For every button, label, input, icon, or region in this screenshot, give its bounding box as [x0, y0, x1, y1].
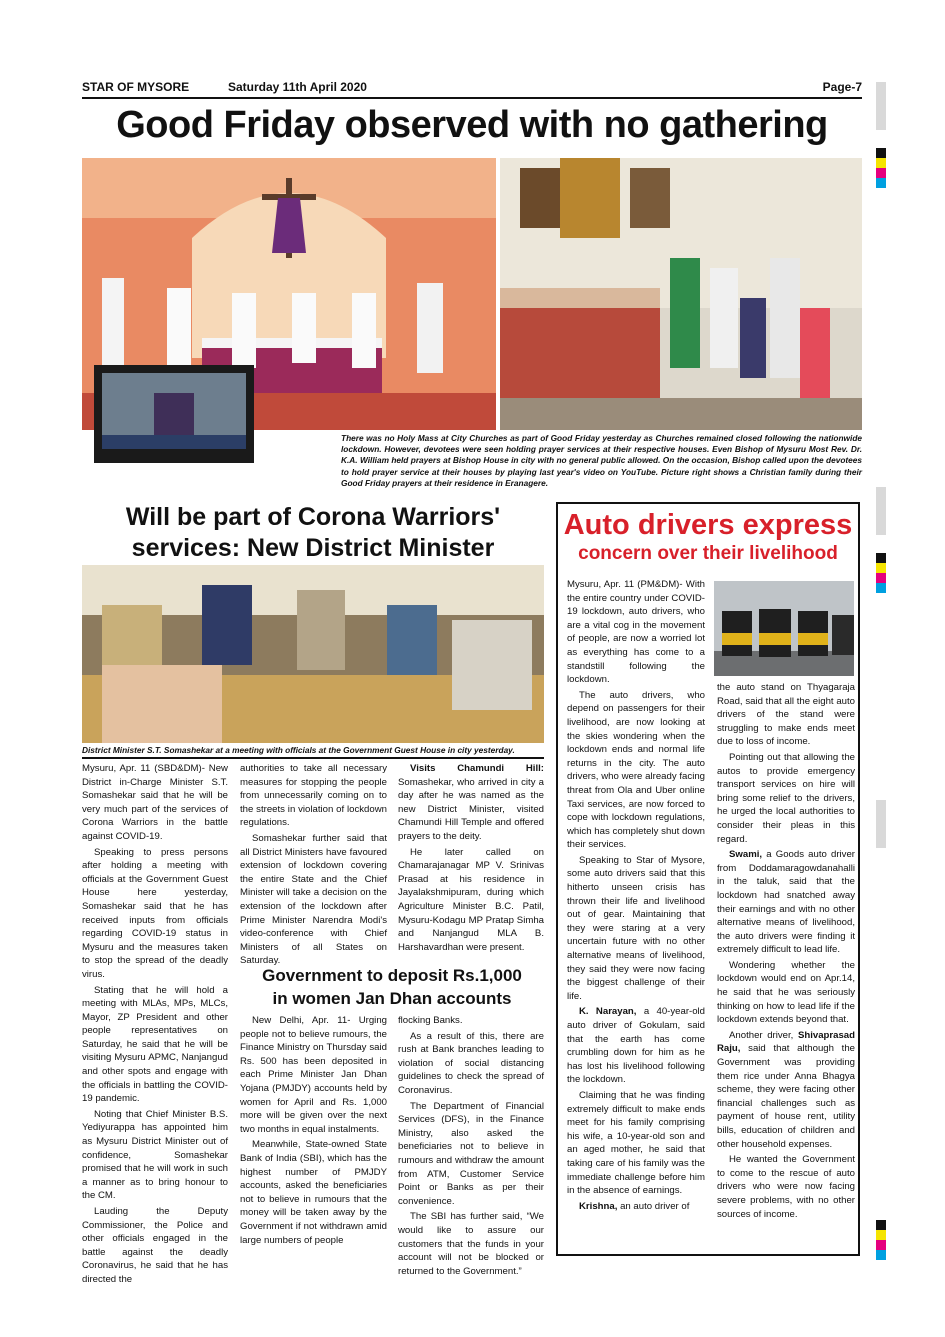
article-paragraph: Somashekar further said that all District Ministers have favoured extension of lockdown covering the entire State and the Chief Minister will take a decision on the extension of the lockdown after Prime Minister Narendra Modi's video-conference with Chief Ministers of all States on Saturday. — [240, 832, 387, 967]
name-swami: Swami, — [729, 849, 763, 861]
margin-bar — [876, 800, 886, 848]
article-paragraph: Another driver, — [729, 1029, 794, 1041]
article-paragraph: Wondering whether the lockdown would end on Apr.14, he said that he was seriously thinking on how to lead life if the lockdown extends beyond that. — [717, 959, 855, 1026]
article-paragraph: He later called on Chamarajanagar MP V. Srinivas Prasad at his residence in Jayalakshmipuram, during which Agriculture Minister B.C. Patil, Mysuru-Kodagu MP Pratap Simha and Nanjangud MLA B. Harshavardhan were present. — [398, 846, 544, 953]
jandhan-headline-line2: in women Jan Dhan accounts — [272, 989, 512, 1008]
registration-mark — [876, 148, 886, 188]
article-paragraph: an auto driver of — [620, 1200, 690, 1212]
article-paragraph: Stating that he will hold a meeting with MLAs, MPs, MLCs, Mayor, ZP President and other people representatives on Saturday, he said that he will be visiting Mysuru APMC, Nanjangud and other spots and engage with the officials in battling the COVID-19 pandemic. — [82, 984, 228, 1105]
main-photo-caption: There was no Holy Mass at City Churches as part of Good Friday yesterday as Churches remained closed following the nationwide lockdown. However, devotees were seen holding prayer services at their respective houses. Even Bishop of Mysuru Most Rev. Dr. K.A. William held prayers at Bishop House in city with no general public allowed. On the occasion, Bishop called upon the devotees to hold prayer service at their houses by playing last year's video on YouTube. Picture right shows a Christian family during their Good Friday prayers at their residence in Eranagere. — [341, 433, 862, 488]
jandhan-column-1 — [240, 1014, 387, 1249]
article-paragraph: Speaking to Star of Mysore, some auto drivers said that this hitherto unseen crisis has thrown their life and livelihood out of gear. Maintaining that they were staring at a very uncertain future with no other alternative means of livelihood, they said they were now facing the biggest challenge of their life. — [567, 854, 705, 1002]
article-paragraph: said that although the Government was providing them rice under Anna Bhagya scheme, they were facing other financial challenges such as payment of house rent, utility bills, education of children and other household expenses. — [717, 1043, 855, 1150]
article-paragraph: the auto stand on Thyagaraja Road, said that all the eight auto drivers of the stand were struggling to make ends meet due to loss of income. — [717, 682, 855, 748]
auto-headline-line2: concern over their livelihood — [578, 543, 838, 564]
auto-column-2 — [717, 681, 855, 1223]
jandhan-column-2 — [398, 1014, 544, 1280]
article-paragraph: Meanwhile, State-owned State Bank of India (SBI), which has the highest number of PMJDY accounts, asked the beneficiaries not to believe in rumours that the money will be taken away by the Government if not withdrawn amid large numbers of people — [240, 1139, 387, 1246]
name-shivaprasad: Shivaprasad Raju, — [717, 1029, 855, 1055]
auto-headline-line1: Auto drivers express — [563, 509, 853, 541]
header-rule — [82, 97, 862, 99]
article-paragraph: Somashekar, who arrived in city a day after he was named as the new District Minister, visited Chamundi Hill Temple and offered prayers to the deity. — [398, 776, 544, 842]
article-paragraph: The Department of Financial Services (DFS), in the Finance Ministry, also asked the beneficiaries not to believe in rumours and withdraw the amount from ATM, Customer Service Point or Banks as per their convenience. — [398, 1100, 544, 1207]
margin-bar — [876, 487, 886, 535]
article-paragraph: As a result of this, there are rush at Bank branches leading to violation of social distancing guidelines to check the spread of Coronavirus. — [398, 1030, 544, 1096]
article-paragraph: Mysuru, Apr. 11 (SBD&DM)- New District in-Charge Minister S.T. Somashekar said that he will be very much part of the services of Corona Warriors in the battle against COVID-19. — [82, 763, 228, 842]
article-paragraph: flocking Banks. — [398, 1015, 463, 1026]
meeting-photo — [82, 565, 544, 743]
tv-screen-photo — [94, 365, 254, 463]
subhead-chamundi: Visits Chamundi Hill: — [410, 763, 544, 774]
publication-name: STAR OF MYSORE — [82, 80, 190, 94]
article-paragraph: New Delhi, Apr. 11- Urging people not to believe rumours, the Finance Ministry on Thursday said Rs. 500 has been deposited in each Prime Minister Jan Dhan Yojana (PMJDY) accounts held by women for April and Rs. 1,000 more will be given over the next two months in equal instalments. — [240, 1015, 387, 1135]
article-paragraph: Mysuru, Apr. 11 (PM&DM)- With the entire country under COVID-19 lockdown, auto drivers, who are a vital cog in the movement of people, are now a worried lot as everything has come to a standstill following the lockdown. — [567, 579, 705, 686]
meeting-caption: District Minister S.T. Somashekar at a meeting with officials at the Government Guest House in city yesterday. — [82, 745, 544, 759]
page-header — [82, 80, 862, 96]
minister-column-3 — [398, 762, 544, 956]
margin-bar — [876, 82, 886, 130]
registration-mark — [876, 553, 886, 593]
jandhan-headline-line1: Government to deposit Rs.1,000 — [262, 966, 522, 985]
article-paragraph: The SBI has further said, “We would like to assure our customers that the funds in your account will not be blocked or returned to the Government.” — [398, 1211, 544, 1277]
article-paragraph: Lauding the Deputy Commissioner, the Police and other officials engaged in the battle against the deadly Coronavirus, he said that he has directed the — [82, 1206, 228, 1285]
article-paragraph: Pointing out that allowing the autos to provide emergency transport services on hire will bring some relief to the drivers, he urged the local authorities to consider their pleas in this regard. — [717, 751, 855, 845]
article-paragraph: Noting that Chief Minister B.S. Yediyurappa has appointed him as Mysuru District Minister out of confidence, Somashekar promised that he will work in such a manner as to bring honour to the CM. — [82, 1108, 228, 1202]
name-krishna: Krishna, — [579, 1200, 618, 1212]
article-paragraph: authorities to take all necessary measures for stopping the people from unnecessarily coming on to the streets in violation of lockdown regulations. — [240, 763, 387, 829]
minister-headline-line2: services: New District Minister — [131, 534, 495, 562]
jandhan-headline — [240, 964, 544, 1010]
minister-column-1 — [82, 762, 228, 1289]
minister-column-2 — [240, 762, 387, 970]
article-paragraph: Claiming that he was finding extremely difficult to make ends meet for his family comprising his wife, a 10-year-old son and an aged mother, he said that taking care of his family was the immediate challenge before him in the absence of earnings. — [567, 1089, 705, 1197]
registration-mark — [876, 1220, 886, 1260]
article-paragraph: a Goods auto driver from Doddamaragowdanahalli in the taluk, said that the lockdown had snatched away their earnings and with no other alternative means of livelihood, the auto drivers were finding it extremely difficult to lead life. — [717, 849, 855, 956]
auto-rickshaw-photo — [714, 581, 854, 676]
page-number: Page-7 — [822, 80, 862, 94]
minister-headline — [82, 502, 544, 564]
article-paragraph: a 40-year-old auto driver of Gokulam, said that the earth has come crumbling down for him as he has lost his livelihood following the lockdown. — [567, 1006, 706, 1086]
article-paragraph: Speaking to press persons after holding a meeting with officials at the Government Guest House here yesterday, Somashekar said that he has received inputs from officials regarding COVID-19 status in Mysuru and the measures taken to stop the spread of the deadly virus. — [82, 846, 228, 980]
family-prayer-photo — [500, 158, 862, 430]
article-paragraph: The auto drivers, who depend on passengers for their livelihood, are now looking at the skies wondering when the lockdown ends and normal life returns in the city. The auto drivers, who were already facing threat from Ola and Uber online Taxi services, are now forced to cope with lockdown regulations, which has completely shut down their services. — [567, 689, 705, 851]
article-paragraph: He wanted the Government to come to the rescue of auto drivers who were now facing severe problems, with no other sources of income. — [717, 1154, 855, 1220]
name-narayan: K. Narayan, — [579, 1006, 637, 1018]
auto-headline — [560, 508, 856, 566]
main-headline: Good Friday observed with no gathering — [116, 104, 828, 146]
minister-headline-line1: Will be part of Corona Warriors' — [125, 503, 501, 531]
issue-date: Saturday 11th April 2020 — [228, 80, 367, 94]
auto-column-1 — [567, 578, 705, 1215]
